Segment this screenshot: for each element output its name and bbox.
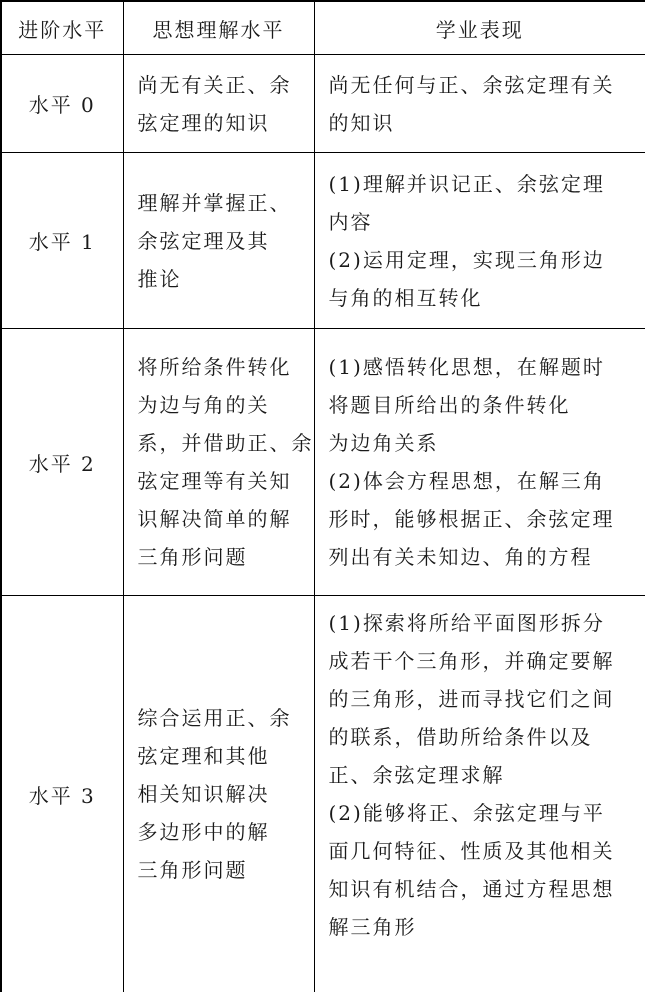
performance-cell	[314, 153, 645, 329]
level-label: 水平 0	[29, 89, 96, 118]
understanding-line: 综合运用正、余	[138, 699, 306, 737]
performance-line: 的联系，借助所给条件以及	[329, 718, 638, 756]
header-understanding: 思想理解水平	[123, 1, 314, 55]
performance-line: 知识有机结合，通过方程思想	[329, 870, 638, 908]
header-performance: 学业表现	[314, 1, 645, 55]
performance-line: 成若干个三角形，并确定要解	[329, 642, 638, 680]
performance-line: 为边角关系	[329, 424, 638, 462]
understanding-line: 弦定理和其他	[138, 737, 306, 775]
table-row	[1, 55, 645, 153]
performance-line: (1)探索将所给平面图形拆分	[329, 604, 638, 642]
understanding-line: 将所给条件转化	[138, 348, 306, 386]
performance-cell	[314, 329, 645, 596]
table-row	[1, 596, 645, 992]
understanding-line: 三角形问题	[138, 538, 306, 576]
table-row	[1, 329, 645, 596]
understanding-line: 为边与角的关	[138, 386, 306, 424]
understanding-line: 系，并借助正、余	[138, 424, 306, 462]
understanding-cell	[123, 329, 314, 596]
performance-line: 形时，能够根据正、余弦定理	[329, 500, 638, 538]
performance-line: (2)能够将正、余弦定理与平	[329, 794, 638, 832]
understanding-cell	[123, 596, 314, 992]
performance-cell	[314, 596, 645, 992]
level-label: 水平 3	[29, 780, 96, 809]
understanding-line: 弦定理的知识	[138, 104, 306, 142]
performance-line: (2)运用定理，实现三角形边	[329, 241, 638, 279]
understanding-line: 理解并掌握正、	[138, 184, 306, 222]
performance-line: 尚无任何与正、余弦定理有关	[329, 66, 638, 104]
understanding-line: 相关知识解决	[138, 775, 306, 813]
level-cell	[1, 596, 123, 992]
level-label: 水平 1	[29, 226, 96, 255]
performance-line: 列出有关未知边、角的方程	[329, 538, 638, 576]
understanding-line: 识解决简单的解	[138, 500, 306, 538]
level-cell	[1, 153, 123, 329]
level-label: 水平 2	[29, 448, 96, 477]
header-level: 进阶水平	[1, 1, 123, 55]
performance-cell	[314, 55, 645, 153]
understanding-cell	[123, 55, 314, 153]
understanding-line: 三角形问题	[138, 851, 306, 889]
level-cell	[1, 329, 123, 596]
understanding-line: 多边形中的解	[138, 813, 306, 851]
performance-line: 的三角形，进而寻找它们之间	[329, 680, 638, 718]
performance-line: (2)体会方程思想，在解三角	[329, 462, 638, 500]
understanding-line: 尚无有关正、余	[138, 66, 306, 104]
performance-line: 正、余弦定理求解	[329, 756, 638, 794]
level-cell	[1, 55, 123, 153]
performance-line: 面几何特征、性质及其他相关	[329, 832, 638, 870]
understanding-line: 推论	[138, 260, 306, 298]
performance-line: (1)感悟转化思想，在解题时	[329, 348, 638, 386]
understanding-cell	[123, 153, 314, 329]
performance-line: 与角的相互转化	[329, 279, 638, 317]
performance-line: 的知识	[329, 104, 638, 142]
understanding-line: 弦定理等有关知	[138, 462, 306, 500]
performance-line: 内容	[329, 203, 638, 241]
table-row	[1, 153, 645, 329]
header-row	[1, 1, 645, 55]
performance-line: (1)理解并识记正、余弦定理	[329, 165, 638, 203]
understanding-line: 余弦定理及其	[138, 222, 306, 260]
performance-line: 将题目所给出的条件转化	[329, 386, 638, 424]
performance-line: 解三角形	[329, 908, 638, 946]
